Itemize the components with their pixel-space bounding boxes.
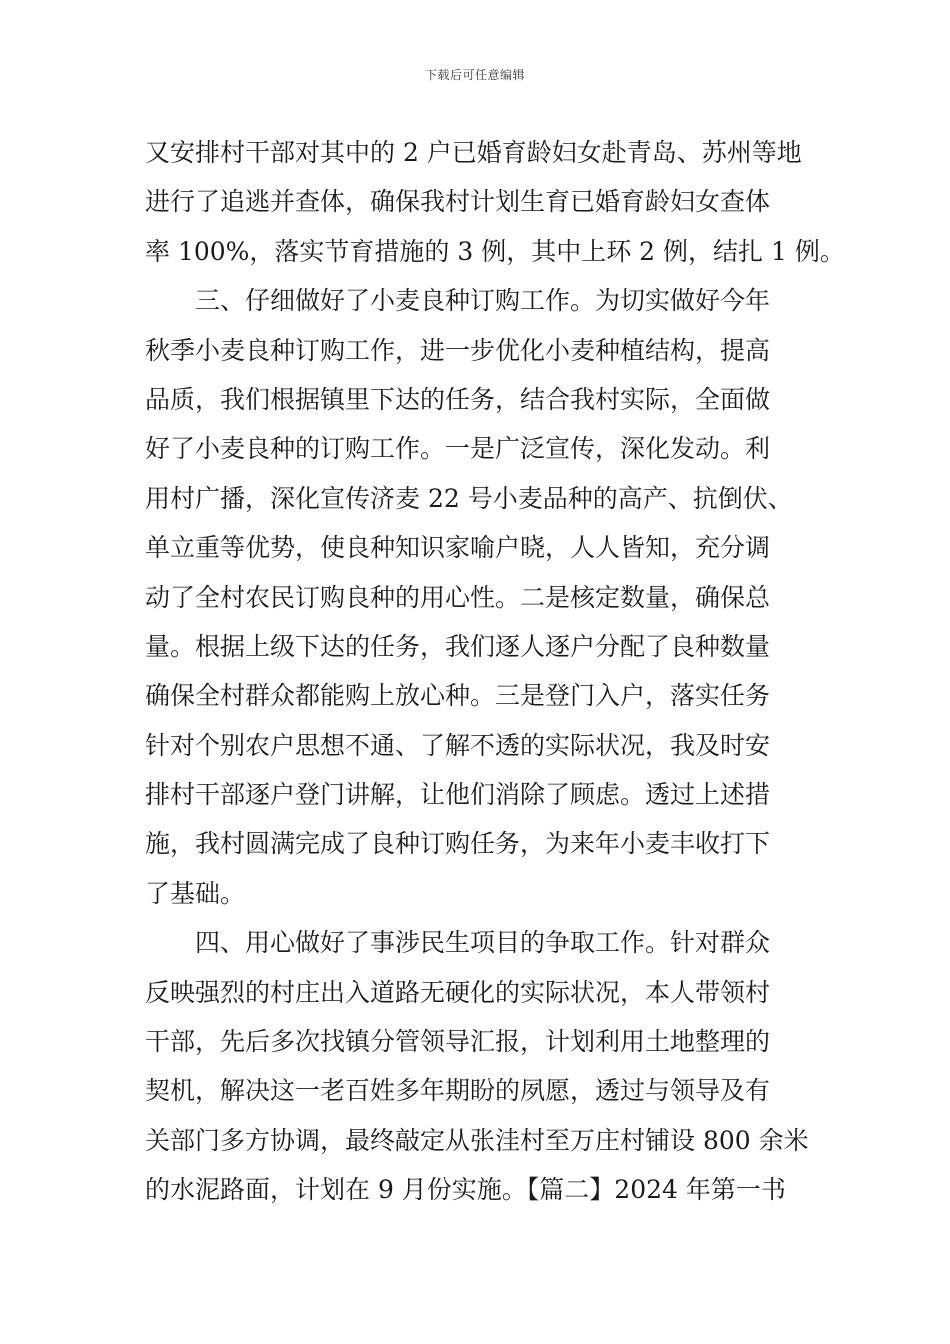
text-line: 干部，先后多次找镇分管领导汇报，计划利用土地整理的 — [145, 1027, 771, 1057]
text-line: 好了小麦良种的订购工作。一是广泛宣传，深化发动。利 — [145, 434, 771, 464]
text-line: 的水泥路面，计划在 9 月份实施。【篇二】2024 年第一书 — [145, 1175, 786, 1205]
paragraph-start-line: 四、用心做好了事涉民生项目的争取工作。针对群众 — [145, 928, 771, 958]
text-line: 动了全村农民订购良种的用心性。二是核定数量，确保总 — [145, 582, 771, 612]
text-line: 了基础。 — [145, 878, 246, 908]
text-line: 率 100%，落实节育措施的 3 例，其中上环 2 例，结扎 1 例。 — [145, 236, 845, 266]
text-line: 单立重等优势，使良种知识家喻户晓，人人皆知，充分调 — [145, 533, 771, 563]
text-line: 品质，我们根据镇里下达的任务，结合我村实际，全面做 — [145, 384, 771, 414]
text-line: 进行了追逃并查体，确保我村计划生育已婚育龄妇女查体 — [145, 187, 771, 217]
text-line: 反映强烈的村庄出入道路无硬化的实际状况，本人带领村 — [145, 977, 771, 1007]
text-line: 排村干部逐户登门讲解，让他们消除了顾虑。透过上述措 — [145, 780, 771, 810]
text-line: 针对个别农户思想不通、了解不透的实际状况，我及时安 — [145, 730, 771, 760]
document-body — [145, 128, 845, 1215]
text-line: 契机，解决这一老百姓多年期盼的夙愿，透过与领导及有 — [145, 1076, 771, 1106]
paragraph-start-line: 三、仔细做好了小麦良种订购工作。为切实做好今年 — [145, 286, 771, 316]
page-header: 下载后可任意编辑 — [424, 68, 525, 82]
text-line: 施，我村圆满完成了良种订购任务，为来年小麦丰收打下 — [145, 829, 771, 859]
text-line: 关部门多方协调，最终敲定从张洼村至万庄村铺设 800 余米 — [145, 1125, 809, 1155]
text-line: 用村广播，深化宣传济麦 22 号小麦品种的高产、抗倒伏、 — [145, 483, 793, 513]
text-line: 确保全村群众都能购上放心种。三是登门入户，落实任务 — [145, 681, 771, 711]
text-line: 秋季小麦良种订购工作，进一步优化小麦种植结构，提高 — [145, 335, 771, 365]
text-line: 量。根据上级下达的任务，我们逐人逐户分配了良种数量 — [145, 631, 771, 661]
text-line: 又安排村干部对其中的 2 户已婚育龄妇女赴青岛、苏州等地 — [145, 138, 802, 167]
